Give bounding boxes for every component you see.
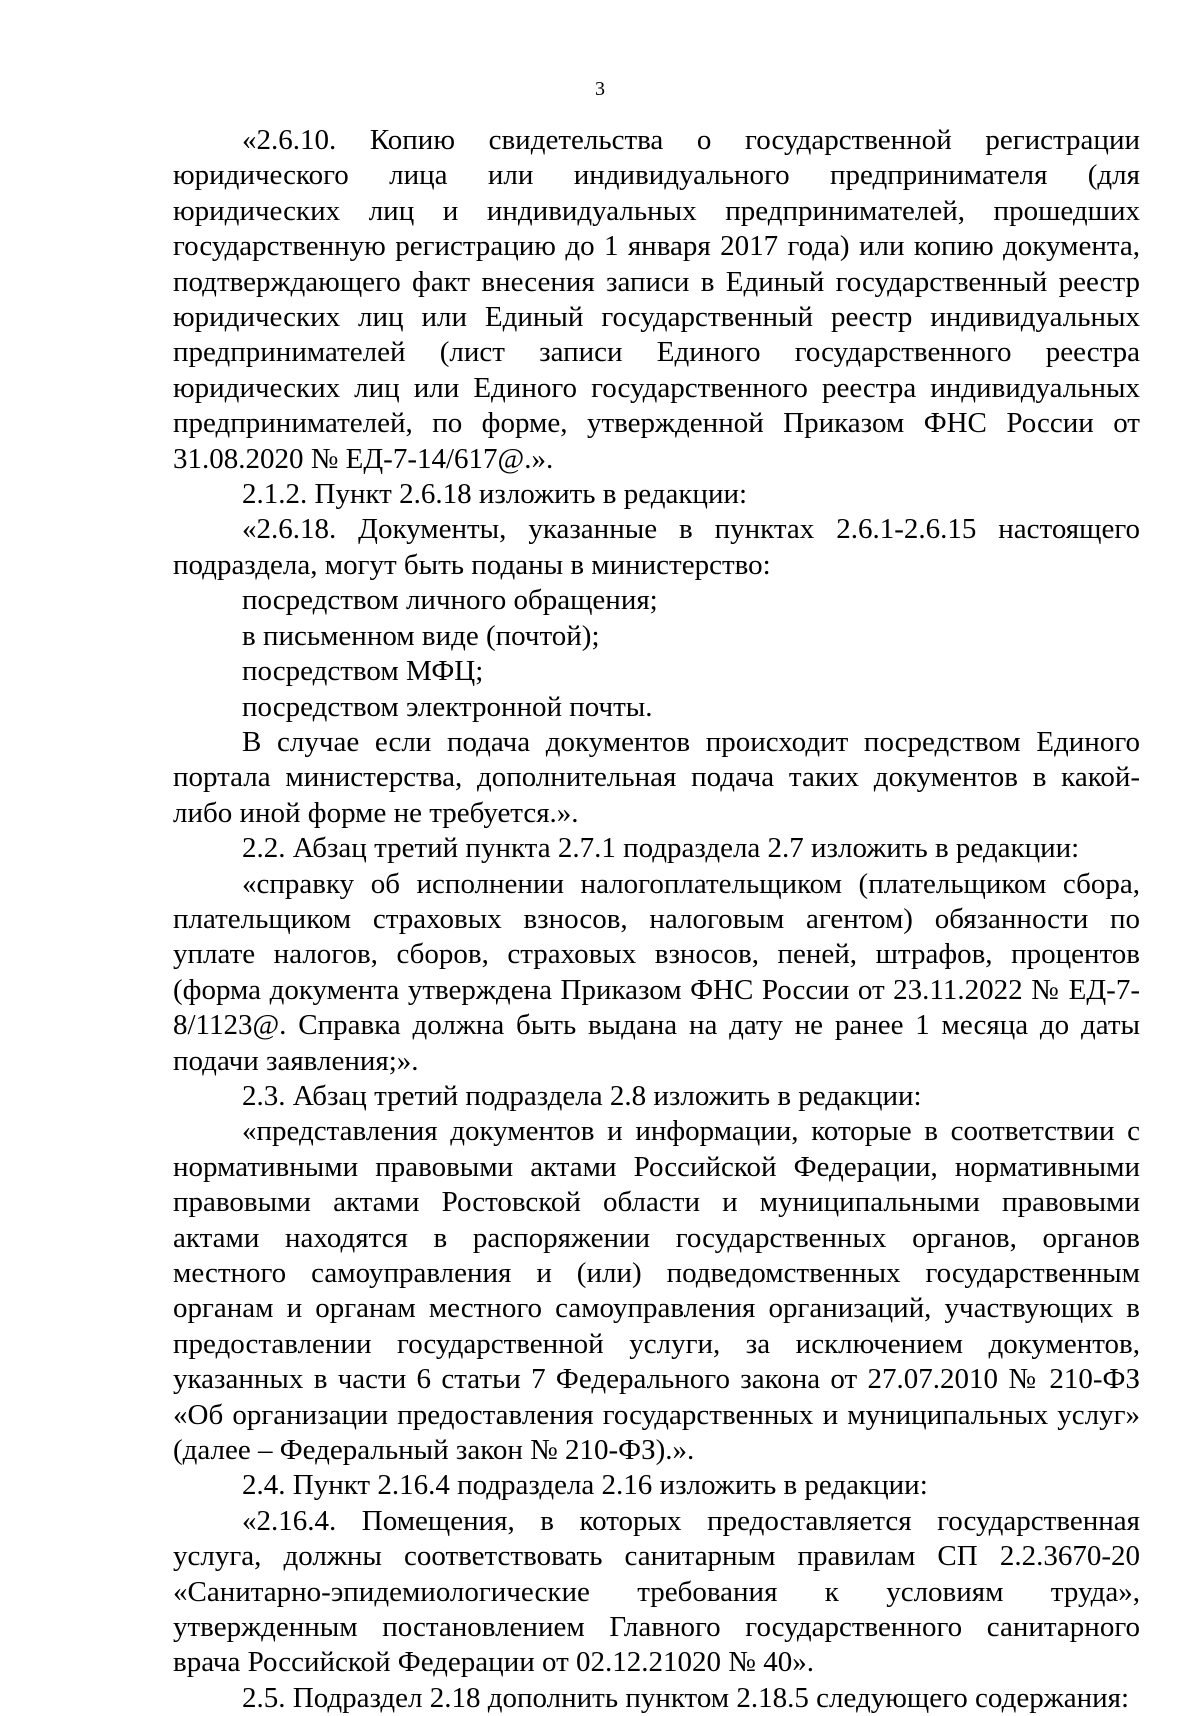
paragraph-2-6-18: «2.6.18. Документы, указанные в пунктах 2.6.1-2.6.15 настоящего подраздела, могут быть поданы в министерство: bbox=[173, 513, 1140, 581]
paragraph-2-3: 2.3. Абзац третий подраздела 2.8 изложить в редакции: bbox=[242, 1079, 922, 1112]
paragraph-2-1-2: 2.1.2. Пункт 2.6.18 изложить в редакции: bbox=[242, 478, 748, 511]
paragraph-2-2: 2.2. Абзац третий пункта 2.7.1 подраздела 2.7 изложить в редакции: bbox=[242, 832, 1080, 865]
paragraph-2-16-4: «2.16.4. Помещения, в которых предоставляется государственная услуга, должны соответствовать санитарным правилам СП 2.2.3670-20 «Санитарно-эпидемиологические требования к условиям труда», утвержденным постановлением Главного государственного санитарного врача Российской Федерации от 02.12.21020 № 40». bbox=[173, 1504, 1140, 1679]
paragraph-2-5: 2.5. Подраздел 2.18 дополнить пунктом 2.18.5 следующего содержания: bbox=[242, 1681, 1130, 1714]
paragraph-2-4: 2.4. Пункт 2.16.4 подраздела 2.16 изложить в редакции: bbox=[242, 1469, 928, 1502]
paragraph-documents-information: «представления документов и информации, которые в соответствии с нормативными правовыми актами Российской Федерации, нормативными правовыми актами Ростовской области и муниципальными правовыми актами находятся в распоряжении государственных органов, органов местного самоуправления и (или) подведомственных государственным органам и органам местного самоуправления организаций, участвующих в предоставлении государственной услуги, за исключением документов, указанных в части 6 статьи 7 Федерального закона от 27.07.2010 № 210-ФЗ «Об организации предоставления государственных и муниципальных услуг» (далее – Федеральный закон № 210-ФЗ).». bbox=[173, 1115, 1140, 1467]
list-item: посредством МФЦ; bbox=[242, 655, 484, 688]
list-item: посредством электронной почты. bbox=[242, 690, 653, 723]
list-item: в письменном виде (почтой); bbox=[242, 619, 600, 652]
paragraph-2-6-10: «2.6.10. Копию свидетельства о государственной регистрации юридического лица или индивидуального предпринимателя (для юридических лиц и индивидуальных предпринимателей, прошедших государственную регистрацию до 1 января 2017 года) или копию документа, подтверждающего факт внесения записи в Единый государственный реестр юридических лиц или Единый государственный реестр индивидуальных предпринимателей (лист записи Единого государственного реестра юридических лиц или Единого государственного реестра индивидуальных предпринимателей, по форме, утвержденной Приказом ФНС России от 31.08.2020 № ЕД-7-14/617@.». bbox=[173, 124, 1140, 475]
document-body bbox=[173, 123, 1140, 1716]
paragraph-unified-portal: В случае если подача документов происходит посредством Единого портала министерства, дополнительная подача таких документов в какой-либо иной форме не требуется.». bbox=[173, 725, 1140, 829]
paragraph-tax-certificate: «справку об исполнении налогоплательщиком (плательщиком сбора, плательщиком страховых взносов, налоговым агентом) обязанности по уплате налогов, сборов, страховых взносов, пеней, штрафов, процентов (форма документа утверждена Приказом ФНС России от 23.11.2022 № ЕД-7-8/1123@. Справка должна быть выдана на дату не ранее 1 месяца до даты подачи заявления;». bbox=[173, 867, 1140, 1077]
list-item: посредством личного обращения; bbox=[242, 584, 658, 617]
page-number: 3 bbox=[595, 78, 605, 100]
